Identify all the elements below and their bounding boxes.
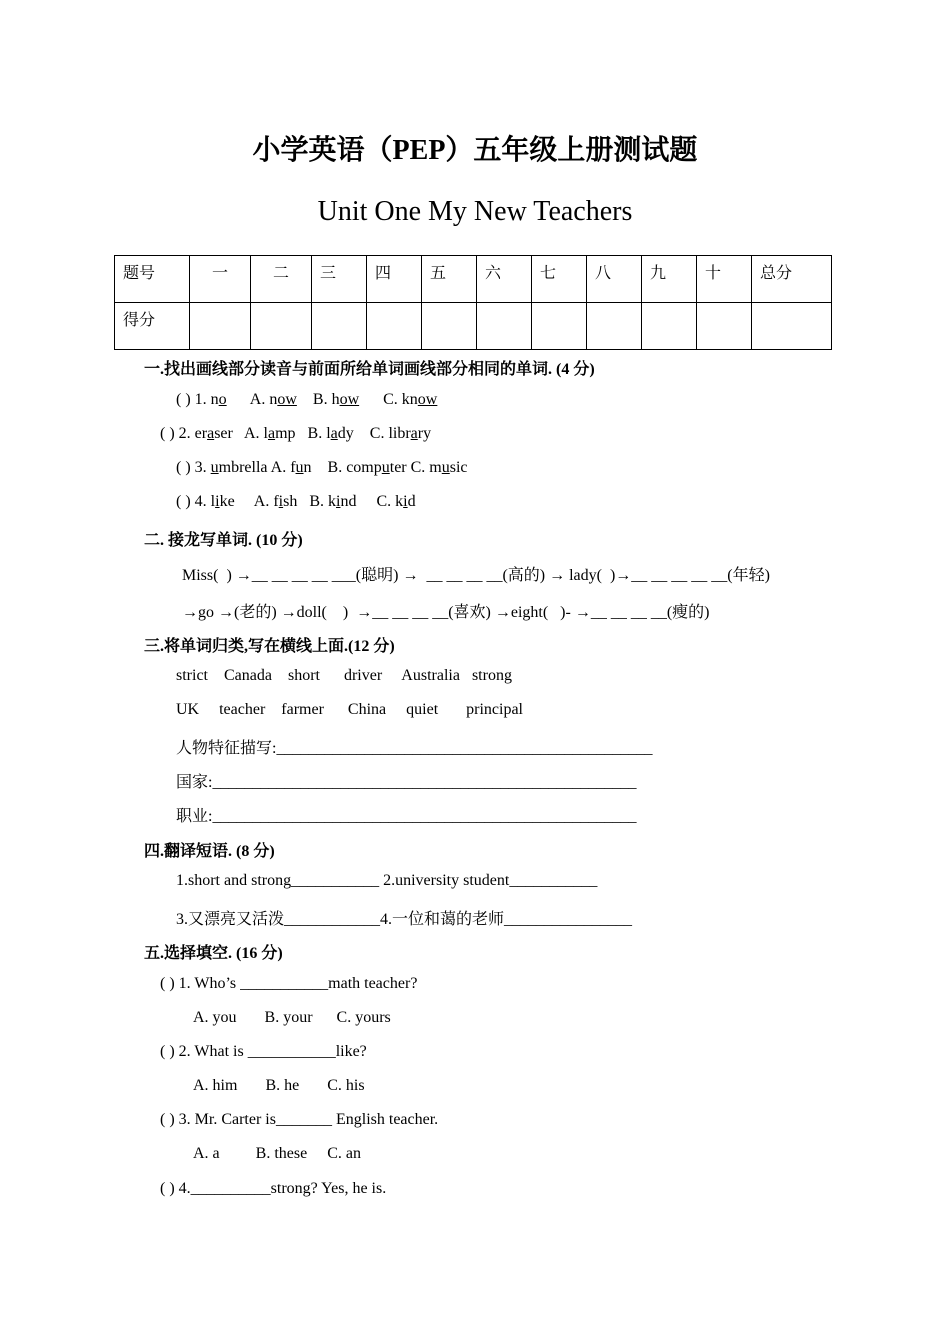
- score-input-cell[interactable]: [477, 303, 532, 350]
- category-features: 人物特征描写:_______________________________________________: [176, 740, 653, 757]
- section-2-heading: 二. 接龙写单词. (10 分): [144, 532, 303, 549]
- question-5-3: ( ) 3. Mr. Carter is_______ English teacher.: [160, 1111, 439, 1128]
- word-bank-line-1: strict Canada short driver Australia strong: [176, 667, 512, 684]
- category-countries: 国家:_____________________________________________________: [176, 774, 637, 791]
- translate-line-1: 1.short and strong___________ 2.university student___________: [176, 872, 598, 889]
- question-1-4: ( ) 4. like A. fish B. kind C. kid: [176, 493, 416, 510]
- table-cell: 一: [190, 256, 251, 303]
- section-5-heading: 五.选择填空. (16 分): [144, 945, 283, 962]
- table-cell: 五: [422, 256, 477, 303]
- table-row: [115, 256, 832, 303]
- section-3-heading: 三.将单词归类,写在横线上面.(12 分): [144, 638, 395, 655]
- score-input-cell[interactable]: [532, 303, 587, 350]
- page-subtitle: Unit One My New Teachers: [317, 196, 633, 227]
- score-input-cell[interactable]: [642, 303, 697, 350]
- question-5-1: ( ) 1. Who’s ___________math teacher?: [160, 975, 418, 992]
- section-4-heading: 四.翻译短语. (8 分): [144, 843, 275, 860]
- table-cell: 三: [312, 256, 367, 303]
- question-5-2: ( ) 2. What is ___________like?: [160, 1043, 367, 1060]
- score-input-cell[interactable]: [422, 303, 477, 350]
- table-cell: 得分: [115, 303, 190, 350]
- table-cell: 六: [477, 256, 532, 303]
- options-5-3: A. a B. these C. an: [193, 1145, 361, 1162]
- score-input-cell[interactable]: [190, 303, 251, 350]
- score-input-cell[interactable]: [251, 303, 312, 350]
- score-table: [114, 255, 832, 350]
- options-5-1: A. you B. your C. yours: [193, 1009, 391, 1026]
- table-cell: 十: [697, 256, 752, 303]
- table-cell: 八: [587, 256, 642, 303]
- table-cell: 七: [532, 256, 587, 303]
- table-row: [115, 303, 832, 350]
- question-1-1: ( ) 1. no A. now B. how C. know: [176, 391, 438, 408]
- score-input-cell[interactable]: [697, 303, 752, 350]
- table-cell: 二: [251, 256, 312, 303]
- score-input-cell[interactable]: [312, 303, 367, 350]
- score-input-cell[interactable]: [752, 303, 832, 350]
- table-cell: 总分: [752, 256, 832, 303]
- question-1-3: ( ) 3. umbrella A. fun B. computer C. music: [176, 459, 468, 476]
- score-input-cell[interactable]: [587, 303, 642, 350]
- word-bank-line-2: UK teacher farmer China quiet principal: [176, 701, 523, 718]
- options-5-2: A. him B. he C. his: [193, 1077, 365, 1094]
- page-title: 小学英语（PEP）五年级上册测试题: [252, 135, 698, 166]
- table-cell: 四: [367, 256, 422, 303]
- question-1-2: ( ) 2. eraser A. lamp B. lady C. library: [160, 425, 432, 442]
- table-cell: 九: [642, 256, 697, 303]
- score-input-cell[interactable]: [367, 303, 422, 350]
- category-jobs: 职业:_____________________________________________________: [176, 808, 637, 825]
- word-chain-line-1: Miss( ) →__ __ __ __ ___(聪明) → __ __ __ __(高的) → lady( )→__ __ __ __ __(年轻): [182, 567, 770, 584]
- translate-line-2: 3.又漂亮又活泼____________4.一位和蔼的老师________________: [176, 911, 633, 928]
- table-cell: 题号: [115, 256, 190, 303]
- section-1-heading: 一.找出画线部分读音与前面所给单词画线部分相同的单词. (4 分): [144, 361, 595, 378]
- word-chain-line-2: →go →(老的) →doll( ) →__ __ __ __(喜欢) →eight( )- →__ __ __ __(瘦的): [182, 604, 710, 621]
- question-5-4: ( ) 4.__________strong? Yes, he is.: [160, 1180, 387, 1197]
